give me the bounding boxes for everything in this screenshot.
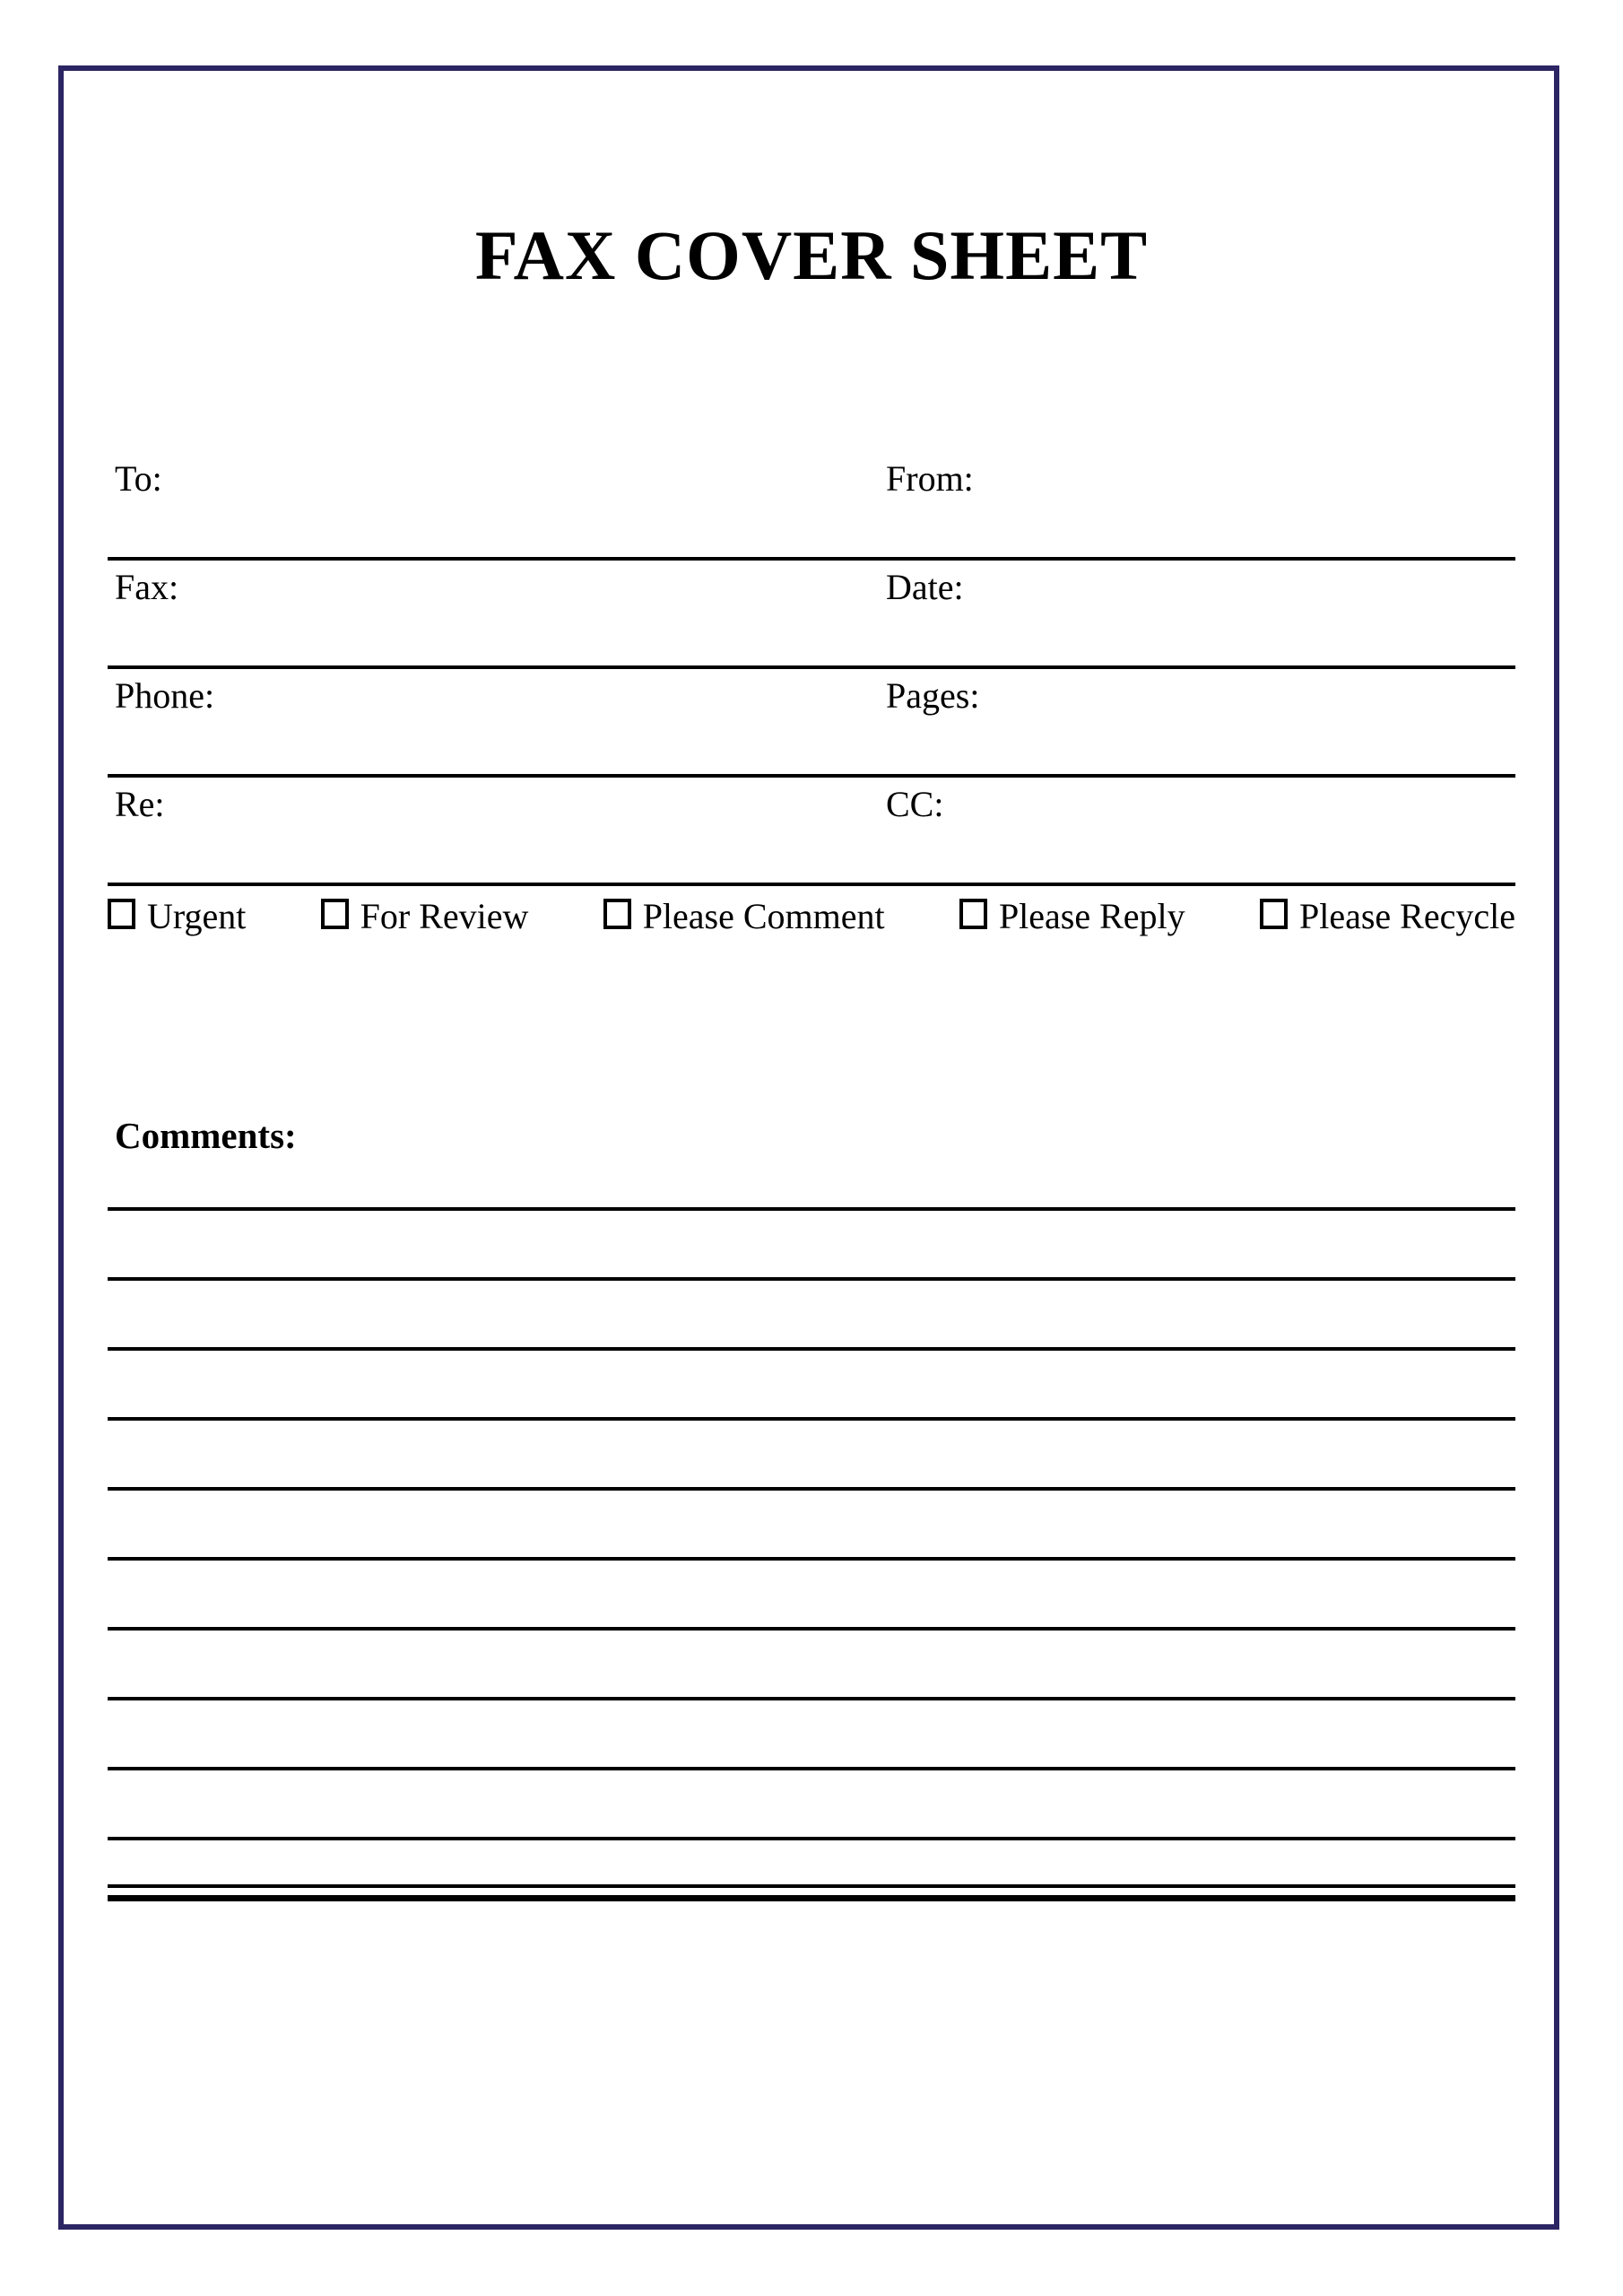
cc-label: CC: — [886, 784, 944, 824]
form-row-to-from[interactable] — [108, 452, 1515, 561]
checkbox-item-please-reply[interactable] — [959, 895, 1185, 937]
checkbox-item-for-review[interactable] — [321, 895, 529, 937]
checkbox-label: Urgent — [147, 896, 247, 936]
page-title: FAX COVER SHEET — [474, 216, 1149, 294]
form-row-re-cc[interactable] — [108, 778, 1515, 886]
checkbox-item-please-recycle[interactable] — [1260, 895, 1515, 937]
checkbox-icon[interactable] — [321, 899, 349, 929]
bottom-double-rule — [108, 1884, 1515, 1901]
form-row-phone-pages[interactable] — [108, 669, 1515, 778]
comment-ruled-line — [108, 1491, 1515, 1561]
from-label: From: — [886, 458, 974, 499]
checkbox-icon[interactable] — [959, 899, 987, 929]
comment-ruled-line — [108, 1561, 1515, 1631]
checkbox-icon[interactable] — [108, 899, 135, 929]
to-label: To: — [115, 458, 162, 499]
pages-label: Pages: — [886, 675, 980, 716]
checkbox-label: Please Comment — [642, 896, 885, 936]
phone-label: Phone: — [115, 675, 215, 716]
comment-lines — [108, 1141, 1515, 1840]
form-row-fax-date[interactable] — [108, 561, 1515, 669]
comments-label: Comments: — [115, 1115, 297, 1156]
re-label: Re: — [115, 784, 165, 824]
double-rule-thick-line — [108, 1895, 1515, 1901]
checkbox-label: Please Recycle — [1298, 896, 1515, 936]
checkbox-item-please-comment[interactable] — [603, 895, 885, 937]
fax-label: Fax: — [115, 567, 179, 607]
checkbox-label: For Review — [360, 896, 529, 936]
comment-ruled-line — [108, 1211, 1515, 1281]
checkbox-item-urgent[interactable] — [108, 895, 246, 937]
checkbox-label: Please Reply — [998, 896, 1185, 936]
comment-ruled-line — [108, 1700, 1515, 1770]
checkbox-icon[interactable] — [1260, 899, 1288, 929]
comment-ruled-line — [108, 1351, 1515, 1421]
comment-ruled-line — [108, 1631, 1515, 1700]
comment-ruled-line — [108, 1770, 1515, 1840]
checkbox-icon[interactable] — [603, 899, 631, 929]
comment-ruled-line — [108, 1421, 1515, 1491]
date-label: Date: — [886, 567, 964, 607]
comment-ruled-line — [108, 1281, 1515, 1351]
checkbox-row — [108, 895, 1515, 937]
comment-ruled-line — [108, 1141, 1515, 1211]
header-fields — [108, 452, 1515, 886]
